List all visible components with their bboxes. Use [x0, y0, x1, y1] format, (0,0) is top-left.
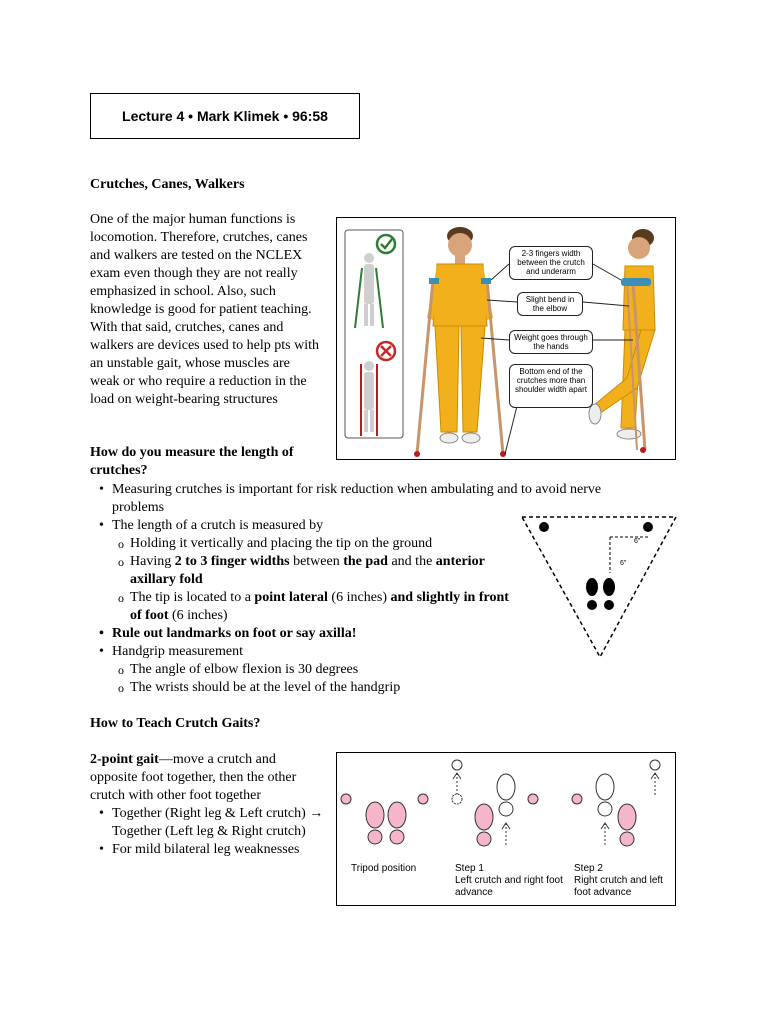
section-heading-crutches: Crutches, Canes, Walkers	[90, 177, 245, 192]
section-heading-gaits: How to Teach Crutch Gaits?	[90, 716, 261, 731]
right-crutch-tip	[643, 522, 653, 532]
sub-list-item: o The tip is located to a point lateral (6 inches) and slightly in front of foot (6 inches)	[90, 589, 510, 625]
side-view-person	[589, 229, 655, 453]
list-item: • Together (Right leg & Left crutch) → Together (Left leg & Right crutch)	[90, 805, 324, 841]
callout-elbow-bend: Slight bend in the elbow	[517, 292, 583, 316]
gait-list	[90, 805, 324, 859]
footprints-icon	[586, 578, 615, 610]
sub-list-item: o The wrists should be at the level of the handgrip	[90, 679, 530, 697]
measurement-label: 6"	[634, 538, 641, 545]
crutch-fit-illustration	[337, 218, 676, 460]
step2-text: Right crutch and left foot advance	[574, 875, 663, 898]
step1-text: Left crutch and right foot advance	[455, 875, 563, 898]
list-item: • Measuring crutches is important for risk reduction when ambulating and to avoid nerve problems	[90, 481, 650, 517]
sub-list-item: o Holding it vertically and placing the tip on the ground	[90, 535, 530, 553]
step2-caption	[574, 863, 676, 899]
list-item: • For mild bilateral leg weaknesses	[90, 841, 324, 859]
measurement-label: 6"	[620, 560, 627, 567]
callout-weight-hands: Weight goes through the hands	[509, 330, 593, 354]
tripod-triangle-diagram	[520, 513, 680, 663]
section-heading-measure: How do you measure the length of crutches?	[90, 445, 294, 478]
step1-title: Step 1	[455, 863, 484, 874]
gait-description: 2-point gait—move a crutch and opposite foot together, then the other crutch with other foot together	[90, 752, 297, 803]
list-item: • The length of a crutch is measured by	[90, 517, 512, 535]
list-item-emphasis: • Rule out landmarks on foot or say axilla!	[90, 625, 512, 643]
left-crutch-tip	[539, 522, 549, 532]
two-point-gait-figure	[336, 752, 676, 906]
crutch-fit-figure	[336, 217, 676, 460]
step2-title: Step 2	[574, 863, 603, 874]
intro-paragraph: One of the major human functions is locomotion. Therefore, crutches, canes and walkers are tested on the NCLEX exam even though they are not really emphasized in school. Also, such knowledge is good for patient teaching. With that said, crutches, canes and walkers are devices used to help pts with an unstable gait, whose muscles are weak or who require a reduction in the load on weight-bearing structures	[90, 212, 319, 407]
tripod-triangle-figure	[520, 513, 680, 663]
step1-group	[452, 760, 538, 847]
step1-caption	[455, 863, 565, 899]
step2-group	[572, 760, 660, 847]
front-view-person	[414, 227, 506, 457]
sub-list-item: o The angle of elbow flexion is 30 degrees	[90, 661, 530, 679]
sub-list-item: o Having 2 to 3 finger widths between the pad and the anterior axillary fold	[90, 553, 510, 589]
callout-finger-width: 2-3 fingers width between the crutch and underarm	[509, 246, 593, 280]
lecture-title: Lecture 4 • Mark Klimek • 96:58	[122, 108, 328, 124]
tripod-caption: Tripod position	[351, 863, 417, 874]
lecture-title-box	[90, 93, 360, 139]
callout-crutch-width: Bottom end of the crutches more than shoulder width apart	[509, 364, 593, 408]
list-item: • Handgrip measurement	[90, 643, 512, 661]
tripod-position-group	[341, 794, 428, 844]
